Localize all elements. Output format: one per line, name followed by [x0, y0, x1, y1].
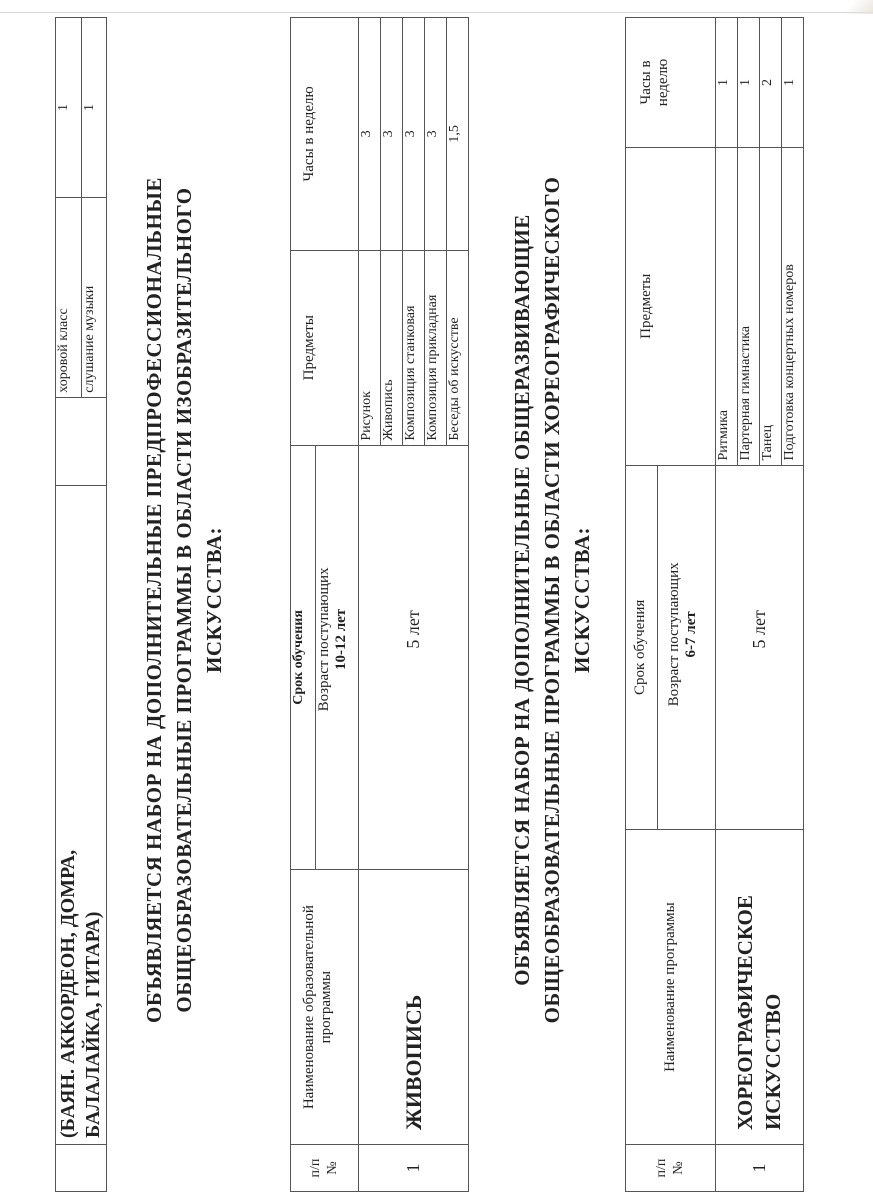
- number-cell: [56, 1145, 107, 1192]
- program-name-line: ХОРЕОГРАФИЧЕСКОЕ: [733, 895, 758, 1131]
- hours-cell: 3: [425, 18, 447, 251]
- choreography-program-table: [625, 17, 804, 1192]
- program-name: [716, 830, 804, 1145]
- hours-cell: 3: [381, 18, 403, 251]
- subject-cell: Ритмика: [716, 147, 738, 465]
- hours-cell: 1,5: [447, 18, 469, 251]
- row-number: 1: [359, 1145, 469, 1192]
- program-name-line: ИСКУССТВО: [760, 993, 785, 1131]
- table-header-row: [626, 18, 658, 1192]
- term-cell: [56, 397, 107, 485]
- hours-cell: 3: [359, 18, 381, 251]
- subjects-header: Предметы: [626, 147, 716, 465]
- program-name-line: (БАЯН. АККОРДЕОН, ДОМРА,: [57, 849, 79, 1139]
- age-value: 6-7 лет: [683, 611, 700, 658]
- section-heading: [140, 0, 229, 1200]
- subject-cell: Танец: [760, 147, 782, 465]
- program-name: ЖИВОПИСЬ: [359, 870, 469, 1145]
- program-name-header-text: программы: [318, 970, 335, 1044]
- row-number: 1: [716, 1145, 804, 1192]
- table-row: [716, 18, 738, 1192]
- hours-header-text: Часы в: [638, 60, 654, 105]
- age-value: 10-12 лет: [333, 608, 350, 671]
- subject-cell: Подготовка концертных номеров: [782, 147, 804, 465]
- subjects-header: Предметы: [291, 250, 359, 445]
- subject-cell: Живопись: [381, 250, 403, 445]
- table-row: [359, 18, 381, 1192]
- hours-cell: 2: [760, 18, 782, 148]
- number-header-text: п/п: [654, 1158, 670, 1178]
- heading-line: ОБЩЕОБРАЗОВАТЕЛЬНЫЕ ПРОГРАММЫ В ОБЛАСТИ ХОРЕОГРАФИЧЕСКОГО: [539, 176, 564, 1024]
- subject-cell: Беседы об искусстве: [447, 250, 469, 445]
- term-value: 5 лет: [359, 445, 469, 870]
- heading-line: ИСКУССТВА:: [569, 527, 594, 673]
- age-header: [658, 465, 716, 830]
- program-name-header: [291, 870, 359, 1145]
- program-name-header: Наименование программы: [626, 830, 716, 1145]
- hours-cell: 1: [56, 18, 82, 198]
- term-value: 5 лет: [716, 465, 804, 830]
- hours-cell: 1: [81, 18, 107, 198]
- number-header: [626, 1145, 716, 1192]
- hours-header: [626, 18, 716, 148]
- heading-line: ОБЪЯВЛЯЕТСЯ НАБОР НА ДОПОЛНИТЕЛЬНЫЕ ПРЕДПРОФЕССИОНАЛЬНЫЕ: [142, 177, 166, 1023]
- number-header-text: №: [324, 1161, 340, 1175]
- hours-cell: 1: [782, 18, 804, 148]
- hours-cell: 1: [738, 18, 760, 148]
- hours-header-text: неделю: [655, 58, 672, 107]
- subject-cell: хоровой класс: [56, 197, 82, 397]
- number-header-text: №: [670, 1161, 686, 1175]
- heading-line: ОБЩЕОБРАЗОВАТЕЛЬНЫЕ ПРОГРАММЫ В ОБЛАСТИ ИЗОБРАЗИТЕЛЬНОГО: [171, 187, 196, 1013]
- term-header: Срок обучения: [626, 465, 658, 830]
- music-program-table: [55, 17, 107, 1192]
- program-name-line: БАЛАЛАЙКА, ГИТАРА): [82, 911, 104, 1139]
- age-label: Возраст поступающих: [316, 567, 332, 712]
- subject-cell: Композиция прикладная: [425, 250, 447, 445]
- number-header: [291, 1145, 359, 1192]
- age-label: Возраст поступающих: [666, 562, 682, 707]
- heading-line: ИСКУССТВА:: [201, 527, 226, 673]
- fine-art-program-table: [290, 17, 469, 1192]
- subject-cell: Рисунок: [359, 250, 381, 445]
- program-name-header-text: Наименование образовательной: [301, 905, 317, 1110]
- subject-cell: Партерная гимнастика: [738, 147, 760, 465]
- age-header: [316, 445, 359, 870]
- table-header-row: [291, 18, 316, 1192]
- term-header: Срок обучения: [291, 445, 316, 870]
- table-row: [56, 18, 82, 1192]
- number-header-text: п/п: [308, 1158, 324, 1178]
- hours-cell: 3: [403, 18, 425, 251]
- program-name-cell: [56, 485, 107, 1144]
- hours-header: Часы в неделю: [291, 18, 359, 251]
- subject-cell: Композиция станковая: [403, 250, 425, 445]
- heading-line: ОБЪЯВЛЯЕТСЯ НАБОР НА ДОПОЛНИТЕЛЬНЫЕ ОБЩЕРАЗВИВАЮЩИЕ: [510, 214, 534, 986]
- hours-cell: 1: [716, 18, 738, 148]
- section-heading: [508, 0, 597, 1200]
- subject-cell: слушание музыки: [81, 197, 107, 397]
